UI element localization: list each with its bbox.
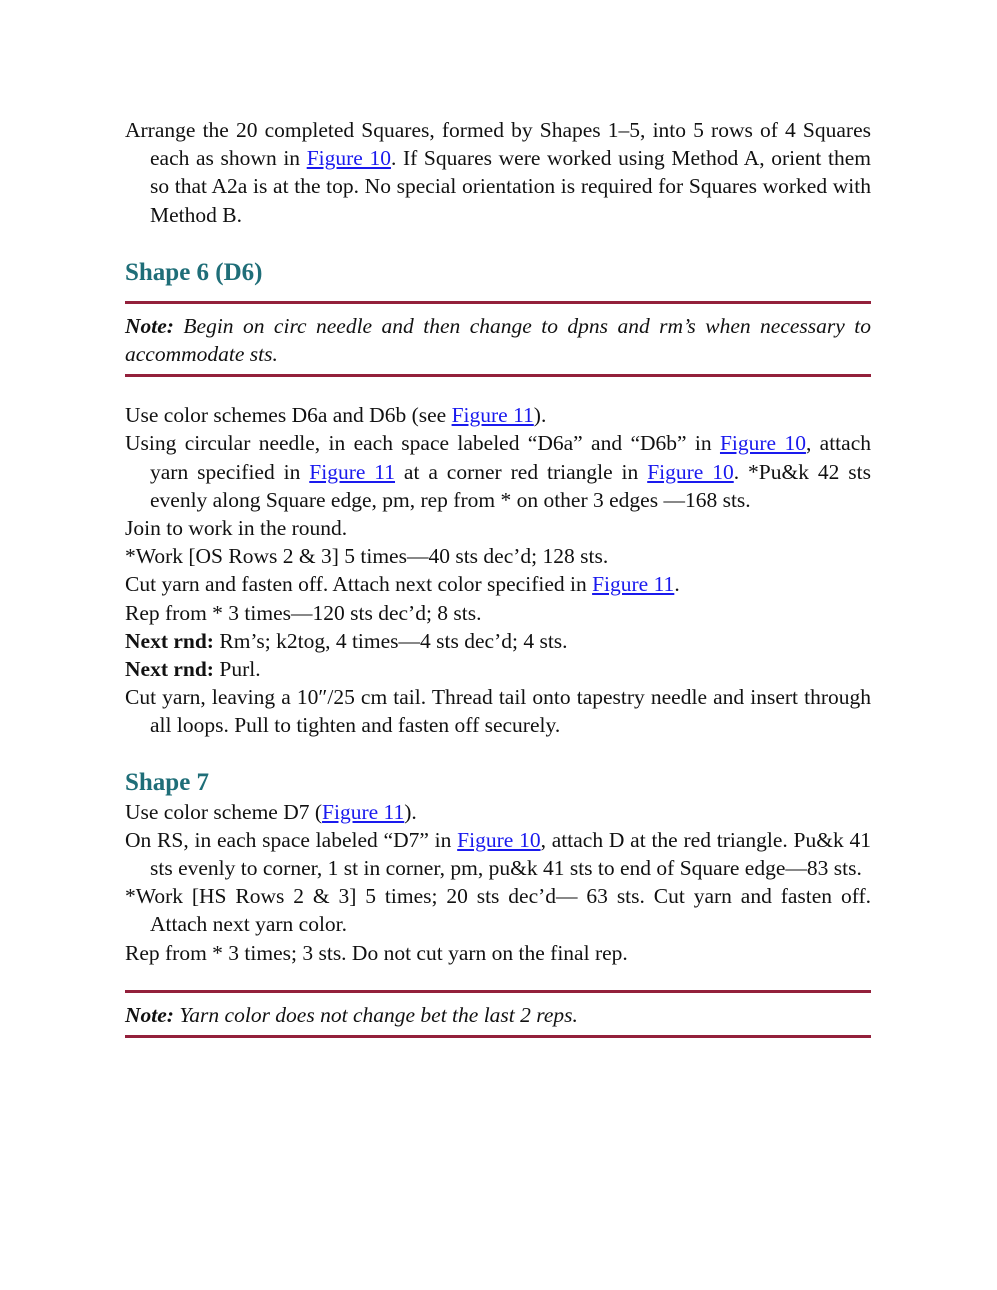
shape-6-instructions	[125, 401, 871, 739]
figure-11-link[interactable]: Figure 11	[322, 799, 405, 824]
text-run: Rm’s; k2tog, 4 times—4 sts dec’d; 4 sts.	[213, 628, 568, 653]
text-run: Purl.	[213, 657, 261, 682]
text-run: Using circular needle, in each space labeled “D6a” and “D6b” in	[125, 431, 720, 456]
text-run: Rep from * 3 times; 3 sts. Do not cut yarn on the final rep.	[125, 940, 628, 965]
figure-11-link[interactable]: Figure 11	[451, 403, 534, 428]
instruction-line	[125, 570, 871, 598]
text-run: Use color schemes D6a and D6b (see	[125, 403, 452, 428]
text-run: Cut yarn, leaving a 10″/25 cm tail. Thread tail onto tapestry needle and insert through all loops. Pull to tighten and fasten off securely.	[125, 685, 871, 738]
instruction-line	[125, 514, 871, 542]
figure-11-link[interactable]: Figure 11	[592, 572, 675, 597]
next-rnd-label: Next rnd:	[125, 657, 214, 682]
text-run: Cut yarn and fasten off. Attach next color specified in	[125, 572, 593, 597]
shape-7-instructions	[125, 798, 871, 967]
instruction-line	[125, 401, 871, 429]
text-run: *Work [OS Rows 2 & 3] 5 times—40 sts dec’d; 128 sts.	[125, 544, 609, 569]
text-run: . If Squares were worked using Method A, orient them so that A2a is at the top. No special orientation is required for Squares worked with Method B.	[150, 146, 872, 227]
instruction-line	[125, 542, 871, 570]
note-label: Note:	[125, 313, 174, 338]
figure-11-link[interactable]: Figure 11	[309, 459, 396, 484]
page-content	[125, 116, 871, 1038]
text-run: . *Pu&k 42 sts evenly along Square edge, pm, rep from * on other 3 edges —168 sts.	[150, 459, 871, 512]
text-run: ).	[533, 403, 547, 428]
text-run: , attach D at the red triangle. Pu&k 41 sts evenly to corner, 1 st in corner, pm, pu&k 41 sts to end of Square edge—83 sts.	[150, 827, 871, 881]
text-run: ).	[404, 799, 417, 824]
shape-6-note-text	[125, 312, 871, 368]
text-run: .	[674, 572, 680, 597]
instruction-line	[125, 826, 871, 882]
next-rnd-label: Next rnd:	[125, 628, 214, 653]
text-run: Arrange the 20 completed Squares, formed by Shapes 1–5, into 5 rows of 4 Squares each as shown in	[125, 118, 871, 171]
shape-7-note	[125, 990, 871, 1038]
figure-10-link[interactable]: Figure 10	[719, 431, 806, 456]
shape-7-heading: Shape 7	[125, 768, 210, 796]
shape-6-heading: Shape 6 (D6)	[125, 258, 263, 286]
shape-7-note-text	[125, 1001, 871, 1029]
instruction-line	[125, 939, 871, 967]
note-body: Yarn color does not change bet the last 2 reps.	[173, 1002, 578, 1027]
figure-10-link[interactable]: Figure 10	[306, 146, 391, 171]
figure-10-link[interactable]: Figure 10	[457, 827, 541, 852]
note-body: Begin on circ needle and then change to dpns and rm’s when necessary to accommodate sts.	[125, 313, 871, 367]
text-run: Join to work in the round.	[125, 516, 348, 541]
instruction-line	[125, 627, 871, 655]
arrange-paragraph	[125, 116, 871, 229]
instruction-line	[125, 882, 871, 938]
text-run: , attach yarn specified in	[150, 431, 871, 484]
instruction-line	[125, 655, 871, 683]
instruction-line	[125, 429, 871, 514]
text-run: Use color scheme D7 (	[125, 799, 323, 824]
text-run: at a corner red triangle in	[395, 459, 648, 484]
shape-6-note	[125, 301, 871, 377]
text-run: Rep from * 3 times—120 sts dec’d; 8 sts.	[125, 600, 482, 625]
text-run: *Work [HS Rows 2 & 3] 5 times; 20 sts dec’d— 63 sts. Cut yarn and fasten off. Attach next yarn color.	[125, 884, 871, 937]
text-run: On RS, in each space labeled “D7” in	[125, 827, 458, 852]
figure-10-link[interactable]: Figure 10	[647, 459, 734, 484]
note-label: Note:	[125, 1002, 174, 1027]
instruction-line	[125, 599, 871, 627]
instruction-line	[125, 798, 871, 826]
instruction-line	[125, 683, 871, 739]
